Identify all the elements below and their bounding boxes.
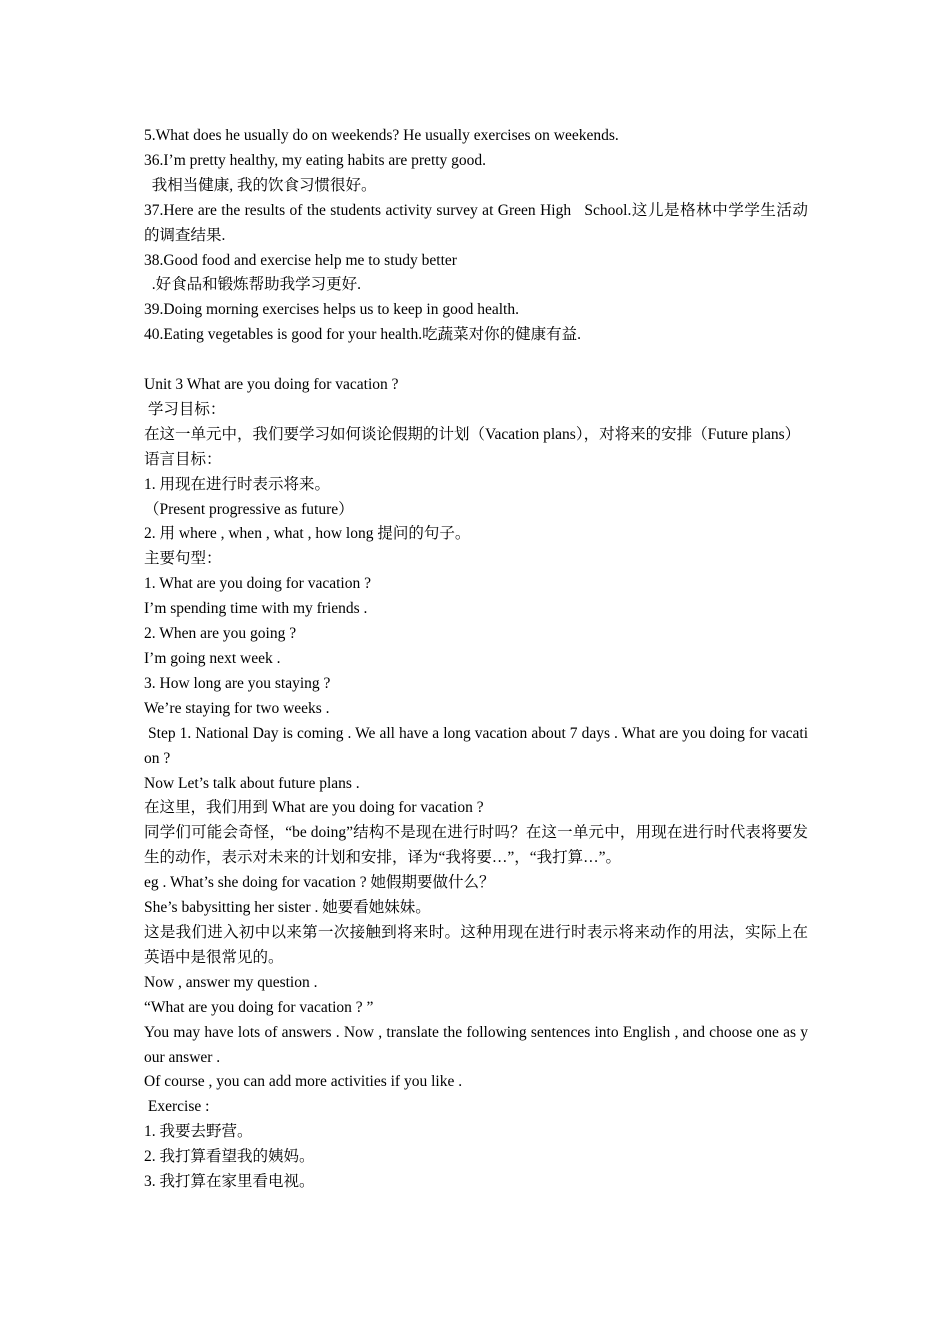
text-line: 37.Here are the results of the students activity survey at Green High School.这儿是格林中学学生活动的调查结果.: [144, 201, 808, 244]
text-line: 我相当健康, 我的饮食习惯很好。: [144, 176, 377, 194]
text-line: 学习目标：: [144, 400, 226, 418]
text-line: （Present progressive as future）: [144, 500, 354, 518]
text-line: 2. 我打算看望我的姨妈。: [144, 1148, 315, 1166]
text-line: “What are you doing for vacation ? ”: [144, 998, 374, 1016]
text-line: 同学们可能会奇怪，“be doing”结构不是现在进行时吗？在这一单元中，用现在进行时代表将要发生的动作，表示对未来的计划和安排，译为“我将要…”，“我打算…”。: [144, 824, 808, 867]
text-line: We’re staying for two weeks .: [144, 699, 330, 717]
text-line: 40.Eating vegetables is good for your health.吃蔬菜对你的健康有益.: [144, 326, 581, 344]
text-line: 2. When are you going ?: [144, 625, 297, 643]
text-line: .好食品和锻炼帮助我学习更好.: [144, 276, 362, 294]
text-line: 3. How long are you staying ?: [144, 674, 331, 692]
text-line: 5.What does he usually do on weekends? He usually exercises on weekends.: [144, 127, 619, 144]
blank-line: [144, 348, 808, 373]
text-line: 在这里，我们用到 What are you doing for vacation ?: [144, 799, 484, 817]
text-line: 36.I’m pretty healthy, my eating habits are pretty good.: [144, 151, 487, 169]
text-line: 2. 用 where , when , what , how long 提问的句子。: [144, 525, 471, 543]
text-line: 1. What are you doing for vacation ?: [144, 575, 371, 593]
text-line: She’s babysitting her sister . 她要看她妹妹。: [144, 899, 431, 917]
text-line: 1. 我要去野营。: [144, 1123, 253, 1141]
text-line: You may have lots of answers . Now , translate the following sentences into English , and choose one as your answer .: [144, 1023, 808, 1066]
text-line: 在这一单元中，我们要学习如何谈论假期的计划（Vacation plans），对将来的安排（Future plans）: [144, 425, 801, 443]
text-line: 语言目标：: [144, 450, 222, 468]
text-line: Now , answer my question .: [144, 973, 318, 991]
text-line: Of course , you can add more activities if you like .: [144, 1073, 463, 1091]
text-line: Unit 3 What are you doing for vacation ?: [144, 376, 399, 394]
text-line: Exercise :: [144, 1098, 210, 1116]
text-line: 3. 我打算在家里看电视。: [144, 1173, 315, 1191]
text-line: I’m going next week .: [144, 650, 281, 668]
text-line: Step 1. National Day is coming . We all have a long vacation about 7 days . What are you doing for vacation ?: [144, 724, 808, 767]
text-line: Now Let’s talk about future plans .: [144, 774, 360, 792]
text-line: 主要句型：: [144, 550, 222, 568]
document-body: [144, 124, 808, 1195]
text-line: I’m spending time with my friends .: [144, 600, 368, 618]
text-line: 这是我们进入初中以来第一次接触到将来时。这种用现在进行时表示将来动作的用法，实际上在英语中是很常见的。: [144, 923, 808, 966]
text-line: eg . What’s she doing for vacation ? 她假期要做什么？: [144, 874, 495, 892]
text-line: 1. 用现在进行时表示将来。: [144, 475, 331, 493]
text-line: 39.Doing morning exercises helps us to keep in good health.: [144, 301, 519, 319]
text-line: 38.Good food and exercise help me to study better: [144, 251, 457, 269]
